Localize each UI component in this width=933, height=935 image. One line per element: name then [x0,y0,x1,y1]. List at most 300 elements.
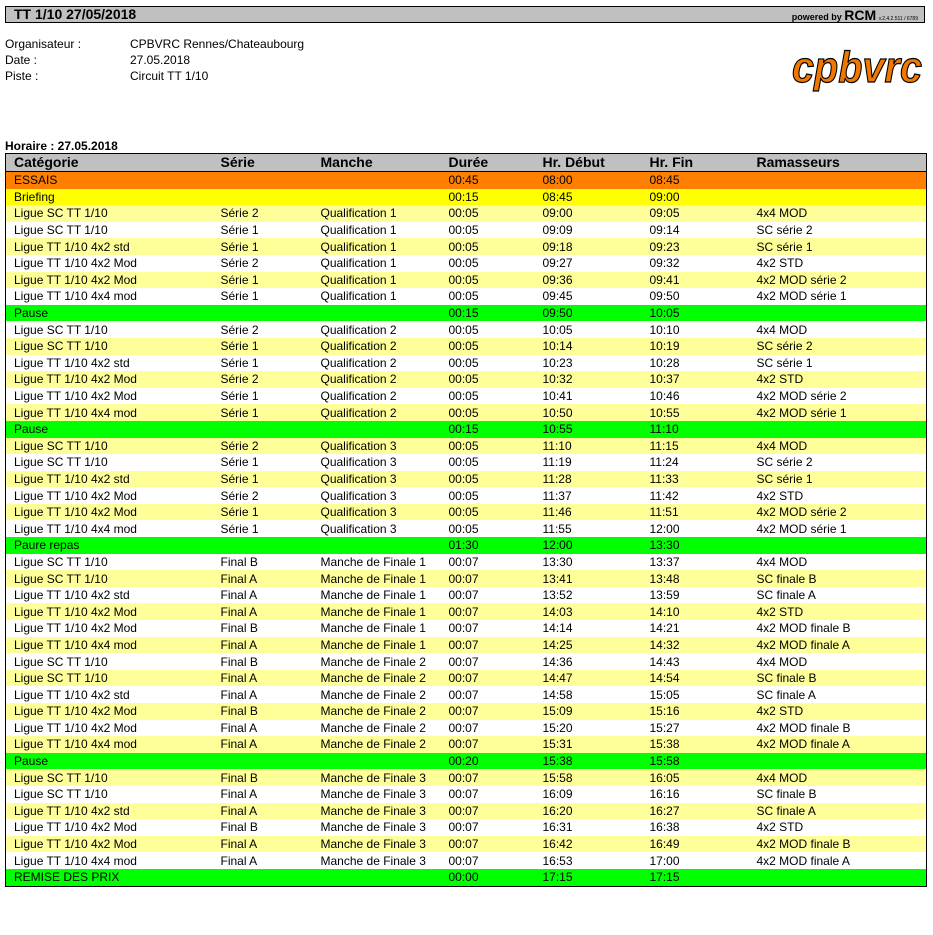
cell-heat: Manche de Finale 2 [313,720,441,737]
cell-start: 10:32 [535,371,642,388]
cell-heat: Qualification 1 [313,272,441,289]
version-label: v.2.4.2.511 / 6789 [878,16,918,22]
cell-end: 13:59 [642,587,749,604]
cell-end: 10:10 [642,321,749,338]
table-row [6,172,927,189]
cell-series [213,421,313,438]
cell-duration: 00:05 [441,471,535,488]
cell-marshals: 4x4 MOD [749,653,927,670]
schedule-title: Horaire : 27.05.2018 [5,139,118,153]
cell-category: Ligue SC TT 1/10 [6,338,213,355]
cell-marshals [749,421,927,438]
cell-end: 09:32 [642,255,749,272]
cell-category: Ligue SC TT 1/10 [6,570,213,587]
table-row [6,769,927,786]
cell-marshals: SC finale B [749,786,927,803]
cell-series: Série 2 [213,321,313,338]
cell-end: 09:05 [642,205,749,222]
cell-end: 17:00 [642,852,749,869]
cell-duration: 00:07 [441,554,535,571]
cell-marshals: SC finale B [749,670,927,687]
cell-heat: Qualification 1 [313,222,441,239]
cell-heat: Qualification 1 [313,238,441,255]
cell-end: 10:46 [642,388,749,405]
cell-heat: Manche de Finale 3 [313,803,441,820]
report-title-bar [5,6,925,23]
cell-start: 16:31 [535,819,642,836]
table-row [6,272,927,289]
cell-duration: 00:07 [441,686,535,703]
table-row [6,869,927,886]
track-value: Circuit TT 1/10 [130,69,209,83]
cell-duration: 00:05 [441,487,535,504]
cell-series: Final B [213,620,313,637]
table-row [6,637,927,654]
cell-marshals: 4x2 MOD finale A [749,637,927,654]
cell-heat: Qualification 3 [313,454,441,471]
table-row [6,753,927,770]
cell-end: 11:42 [642,487,749,504]
cell-start: 09:00 [535,205,642,222]
cell-category: Ligue TT 1/10 4x4 mod [6,637,213,654]
cell-heat: Qualification 3 [313,438,441,455]
cell-series: Final A [213,852,313,869]
table-row [6,819,927,836]
cell-duration: 00:07 [441,620,535,637]
cell-series: Final A [213,570,313,587]
cell-end: 11:10 [642,421,749,438]
date-label: Date : [5,53,38,67]
cell-end: 10:19 [642,338,749,355]
cell-start: 14:58 [535,686,642,703]
col-header-heat: Manche [313,154,441,172]
cell-start: 14:03 [535,603,642,620]
cell-series: Série 1 [213,355,313,372]
cell-end: 08:45 [642,172,749,189]
cell-heat: Manche de Finale 2 [313,670,441,687]
table-row [6,305,927,322]
cell-duration: 00:05 [441,288,535,305]
cell-duration: 00:07 [441,769,535,786]
cell-category: Ligue SC TT 1/10 [6,786,213,803]
report-title: TT 1/10 27/05/2018 [14,6,137,22]
cell-start: 09:09 [535,222,642,239]
cell-marshals: 4x2 MOD série 1 [749,404,927,421]
cell-series: Série 1 [213,404,313,421]
table-row [6,321,927,338]
cell-end: 16:49 [642,836,749,853]
powered-by-label: powered by [791,12,842,22]
table-row [6,238,927,255]
cell-start: 09:45 [535,288,642,305]
cell-category: Ligue TT 1/10 4x2 Mod [6,720,213,737]
cell-heat: Manche de Finale 1 [313,637,441,654]
table-row [6,222,927,239]
cell-start: 09:18 [535,238,642,255]
cell-marshals [749,537,927,554]
cell-heat: Manche de Finale 2 [313,703,441,720]
cell-start: 15:58 [535,769,642,786]
cell-start: 09:27 [535,255,642,272]
cell-marshals: 4x2 STD [749,487,927,504]
table-row [6,205,927,222]
cell-start: 14:25 [535,637,642,654]
cell-heat [313,172,441,189]
col-header-end: Hr. Fin [642,154,749,172]
cell-marshals: 4x2 MOD série 1 [749,520,927,537]
cell-series: Final A [213,587,313,604]
cell-duration: 00:07 [441,786,535,803]
cell-start: 08:00 [535,172,642,189]
cell-duration: 00:05 [441,454,535,471]
cell-duration: 00:07 [441,720,535,737]
table-row [6,421,927,438]
cell-series: Final B [213,819,313,836]
cell-start: 13:52 [535,587,642,604]
cell-heat [313,869,441,886]
cell-start: 15:09 [535,703,642,720]
cell-heat: Qualification 2 [313,355,441,372]
cell-heat: Qualification 1 [313,205,441,222]
cell-end: 15:16 [642,703,749,720]
cell-series: Final A [213,786,313,803]
table-row [6,371,927,388]
club-logo [790,42,924,98]
cell-marshals: SC série 1 [749,238,927,255]
cell-marshals: 4x2 MOD série 2 [749,504,927,521]
cell-series: Final A [213,637,313,654]
cell-heat: Manche de Finale 3 [313,769,441,786]
cell-category: Ligue SC TT 1/10 [6,454,213,471]
cell-marshals: 4x4 MOD [749,769,927,786]
table-row [6,620,927,637]
cell-heat: Manche de Finale 2 [313,736,441,753]
cell-category: Ligue TT 1/10 4x2 Mod [6,703,213,720]
cell-series [213,753,313,770]
cell-end: 16:38 [642,819,749,836]
cell-duration: 00:15 [441,305,535,322]
cell-start: 09:36 [535,272,642,289]
cell-marshals: 4x2 STD [749,603,927,620]
cell-category: Ligue TT 1/10 4x2 Mod [6,255,213,272]
cell-end: 14:21 [642,620,749,637]
cell-series [213,172,313,189]
table-row [6,338,927,355]
cell-series: Final A [213,603,313,620]
cell-category: Ligue TT 1/10 4x2 std [6,587,213,604]
cell-duration: 00:15 [441,421,535,438]
cell-end: 11:33 [642,471,749,488]
cell-marshals: SC finale A [749,686,927,703]
cell-end: 09:23 [642,238,749,255]
cell-heat: Manche de Finale 3 [313,836,441,853]
col-header-category: Catégorie [6,154,213,172]
cell-end: 14:43 [642,653,749,670]
cell-duration: 00:05 [441,321,535,338]
table-row [6,487,927,504]
cell-category: Ligue SC TT 1/10 [6,653,213,670]
cell-heat: Manche de Finale 1 [313,603,441,620]
table-row [6,454,927,471]
cell-heat: Manche de Finale 1 [313,554,441,571]
cell-start: 14:47 [535,670,642,687]
cell-duration: 00:05 [441,222,535,239]
cell-category: Paure repas [6,537,213,554]
cell-category: Ligue TT 1/10 4x4 mod [6,852,213,869]
cell-end: 14:10 [642,603,749,620]
cell-series: Série 1 [213,454,313,471]
cell-marshals: SC finale A [749,587,927,604]
cell-start: 10:23 [535,355,642,372]
cell-start: 11:28 [535,471,642,488]
table-row [6,255,927,272]
cell-series: Final B [213,554,313,571]
cell-marshals: 4x2 MOD finale B [749,620,927,637]
cell-heat: Manche de Finale 1 [313,620,441,637]
cell-category: Ligue TT 1/10 4x2 Mod [6,388,213,405]
cell-duration: 00:07 [441,603,535,620]
table-row [6,554,927,571]
cell-heat: Manche de Finale 3 [313,786,441,803]
cell-series: Série 2 [213,487,313,504]
cell-end: 16:27 [642,803,749,820]
rcm-brand: RCM [844,7,877,23]
cell-end: 14:32 [642,637,749,654]
cell-category: Ligue TT 1/10 4x4 mod [6,520,213,537]
cell-series: Série 1 [213,388,313,405]
cell-end: 09:00 [642,189,749,206]
table-row [6,803,927,820]
cell-marshals: SC série 1 [749,471,927,488]
cell-start: 11:19 [535,454,642,471]
cell-end: 14:54 [642,670,749,687]
cell-category: Ligue TT 1/10 4x4 mod [6,736,213,753]
cell-end: 09:50 [642,288,749,305]
cell-marshals: 4x2 MOD finale A [749,852,927,869]
cell-start: 09:50 [535,305,642,322]
cell-series: Final A [213,670,313,687]
cell-category: Ligue SC TT 1/10 [6,670,213,687]
cell-category: Ligue TT 1/10 4x2 std [6,803,213,820]
cell-series: Final A [213,686,313,703]
col-header-duration: Durée [441,154,535,172]
cell-heat [313,753,441,770]
organiser-label: Organisateur : [5,37,82,51]
cell-category: Ligue TT 1/10 4x2 Mod [6,620,213,637]
cell-duration: 00:07 [441,637,535,654]
cell-series: Final A [213,803,313,820]
cell-marshals [749,305,927,322]
schedule-table [5,153,927,887]
cell-start: 15:38 [535,753,642,770]
cell-heat [313,421,441,438]
table-row [6,570,927,587]
table-row [6,852,927,869]
cell-category: Pause [6,305,213,322]
cell-duration: 00:07 [441,653,535,670]
cell-marshals [749,172,927,189]
cell-start: 11:10 [535,438,642,455]
cell-heat: Qualification 3 [313,520,441,537]
table-row [6,670,927,687]
cell-duration: 00:05 [441,404,535,421]
cell-category: Ligue TT 1/10 4x2 Mod [6,836,213,853]
cell-category: Ligue TT 1/10 4x2 Mod [6,487,213,504]
cell-start: 10:14 [535,338,642,355]
cell-duration: 00:07 [441,587,535,604]
cell-marshals: SC finale B [749,570,927,587]
cell-duration: 00:15 [441,189,535,206]
cell-start: 14:36 [535,653,642,670]
cell-start: 15:20 [535,720,642,737]
cell-series: Final A [213,736,313,753]
cell-heat: Qualification 2 [313,338,441,355]
table-row [6,355,927,372]
cell-category: Ligue TT 1/10 4x2 std [6,355,213,372]
cell-duration: 00:20 [441,753,535,770]
table-row [6,686,927,703]
cell-heat: Qualification 2 [313,388,441,405]
cell-duration: 00:07 [441,803,535,820]
cell-marshals: 4x2 MOD série 2 [749,272,927,289]
cell-duration: 00:07 [441,852,535,869]
cell-marshals [749,189,927,206]
cell-duration: 00:07 [441,703,535,720]
cell-series: Final B [213,703,313,720]
cell-duration: 00:07 [441,570,535,587]
cell-duration: 00:05 [441,438,535,455]
cell-end: 15:27 [642,720,749,737]
cell-duration: 00:05 [441,238,535,255]
cell-end: 09:14 [642,222,749,239]
cell-heat [313,305,441,322]
cell-duration: 00:05 [441,504,535,521]
table-row [6,537,927,554]
cell-marshals: 4x4 MOD [749,438,927,455]
cell-marshals: 4x2 STD [749,371,927,388]
cell-start: 11:37 [535,487,642,504]
cell-end: 10:55 [642,404,749,421]
cell-start: 13:30 [535,554,642,571]
cell-marshals: SC série 2 [749,222,927,239]
cell-marshals [749,869,927,886]
cell-marshals: 4x4 MOD [749,554,927,571]
cell-start: 13:41 [535,570,642,587]
cell-start: 17:15 [535,869,642,886]
cell-start: 16:42 [535,836,642,853]
cell-duration: 00:05 [441,388,535,405]
cell-end: 11:24 [642,454,749,471]
cell-duration: 00:00 [441,869,535,886]
cell-start: 16:09 [535,786,642,803]
cell-series [213,189,313,206]
cell-marshals: SC série 2 [749,338,927,355]
cell-category: Ligue TT 1/10 4x4 mod [6,404,213,421]
cell-series: Série 1 [213,338,313,355]
cell-marshals: 4x2 STD [749,819,927,836]
powered-by [792,8,918,26]
cell-end: 13:48 [642,570,749,587]
table-row [6,587,927,604]
cell-start: 10:05 [535,321,642,338]
cell-marshals: 4x2 MOD finale B [749,720,927,737]
table-row [6,786,927,803]
table-row [6,189,927,206]
cell-series: Final B [213,653,313,670]
cell-end: 16:16 [642,786,749,803]
cell-series: Série 1 [213,471,313,488]
cell-category: Ligue TT 1/10 4x2 Mod [6,504,213,521]
cell-heat [313,537,441,554]
cell-series [213,869,313,886]
cell-series: Final A [213,836,313,853]
table-row [6,404,927,421]
cell-end: 15:58 [642,753,749,770]
cell-category: REMISE DES PRIX [6,869,213,886]
cell-marshals [749,753,927,770]
cell-heat: Qualification 3 [313,504,441,521]
cell-duration: 01:30 [441,537,535,554]
cell-marshals: SC série 1 [749,355,927,372]
cell-category: Ligue TT 1/10 4x2 Mod [6,272,213,289]
cell-heat [313,189,441,206]
cell-duration: 00:07 [441,736,535,753]
cell-heat: Qualification 1 [313,288,441,305]
cell-marshals: 4x4 MOD [749,321,927,338]
cell-end: 15:05 [642,686,749,703]
cell-category: Pause [6,421,213,438]
cell-marshals: 4x4 MOD [749,205,927,222]
track-label: Piste : [5,69,39,83]
cell-category: Pause [6,753,213,770]
cell-marshals: SC finale A [749,803,927,820]
cell-end: 09:41 [642,272,749,289]
table-row [6,504,927,521]
cell-category: ESSAIS [6,172,213,189]
cell-end: 17:15 [642,869,749,886]
table-row [6,288,927,305]
organiser-value: CPBVRC Rennes/Chateaubourg [130,37,305,51]
cell-marshals: 4x2 MOD série 2 [749,388,927,405]
cell-series: Série 2 [213,255,313,272]
table-row [6,520,927,537]
cell-series: Final A [213,720,313,737]
cell-series: Série 2 [213,205,313,222]
table-row [6,720,927,737]
cell-series: Série 1 [213,238,313,255]
cell-end: 12:00 [642,520,749,537]
cell-end: 10:05 [642,305,749,322]
cell-series: Série 1 [213,520,313,537]
cell-duration: 00:05 [441,205,535,222]
cell-heat: Qualification 2 [313,321,441,338]
cell-category: Ligue SC TT 1/10 [6,769,213,786]
cell-series: Série 1 [213,504,313,521]
cell-duration: 00:05 [441,272,535,289]
cell-duration: 00:05 [441,520,535,537]
table-row [6,388,927,405]
club-logo-text: cpbvrc [792,43,922,92]
cell-series [213,305,313,322]
cell-heat: Manche de Finale 2 [313,653,441,670]
cell-series: Série 1 [213,272,313,289]
cell-end: 11:15 [642,438,749,455]
cell-duration: 00:05 [441,255,535,272]
cell-duration: 00:05 [441,355,535,372]
cell-heat: Manche de Finale 2 [313,686,441,703]
cell-heat: Qualification 2 [313,371,441,388]
cell-start: 11:55 [535,520,642,537]
